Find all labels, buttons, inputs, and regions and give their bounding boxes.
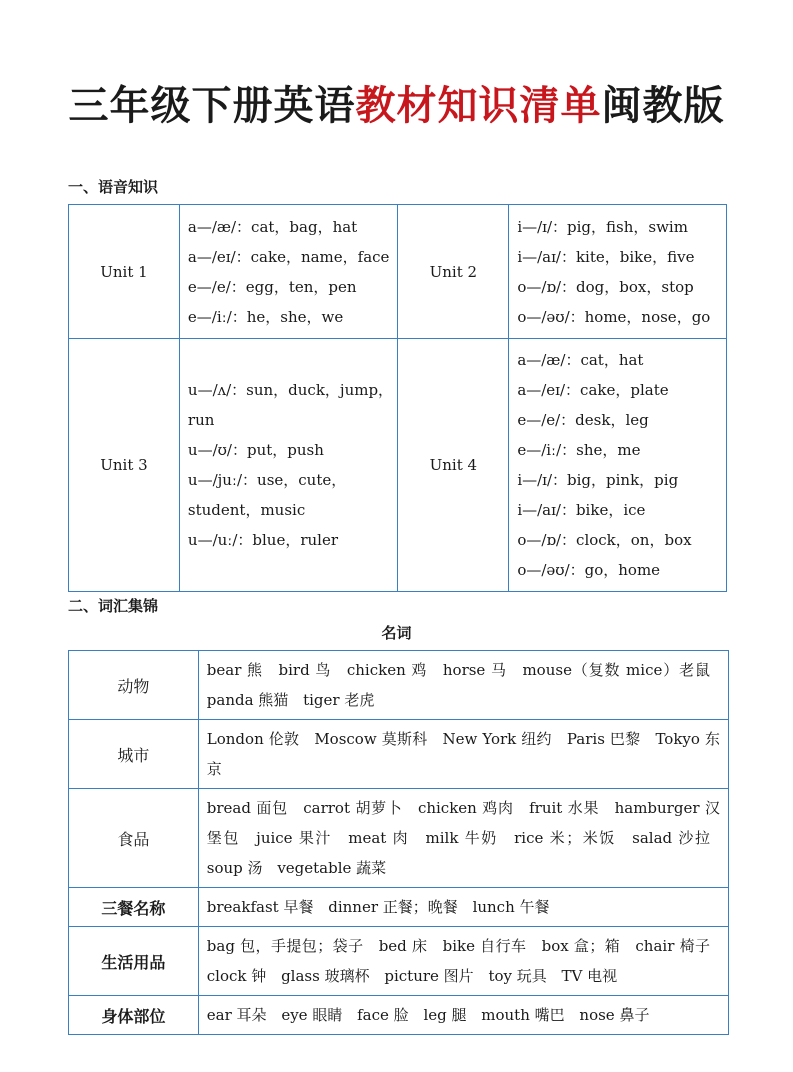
vocab-word: rice 米；米饭	[514, 829, 616, 847]
vocab-row-animals	[69, 651, 729, 720]
vocab-word: Paris 巴黎	[566, 730, 641, 748]
category-label: 身体部位	[69, 996, 199, 1035]
category-label: 城市	[69, 720, 199, 789]
vocab-word: ear 耳朵	[206, 1006, 267, 1024]
vocab-word: soup 汤	[206, 859, 263, 877]
phonics-row	[69, 339, 727, 592]
word-list	[198, 927, 728, 996]
vocab-row-body-parts	[69, 996, 729, 1035]
vocab-word: eye 眼睛	[281, 1006, 343, 1024]
vocab-word: milk 牛奶	[425, 829, 498, 847]
category-label: 动物	[69, 651, 199, 720]
phonics-rule: i—/aɪ/：kite，bike，five	[517, 247, 695, 266]
word-list	[198, 789, 728, 888]
vocab-word: juice 果汁	[256, 829, 332, 847]
vocab-word: bird 鸟	[278, 661, 332, 679]
vocab-word: bread 面包	[206, 799, 288, 817]
title-part-1: 三年级下册英语	[68, 83, 356, 129]
phonics-rule: e—/iː/：she，me	[517, 441, 641, 459]
phonics-rule: u—/ʌ/：sun，duck，jump，run	[187, 381, 394, 429]
phonics-rule: o—/əʊ/：home，nose，go	[517, 307, 711, 326]
phonics-rule: i—/aɪ/：bike，ice	[517, 501, 646, 519]
vocab-word: London 伦敦	[206, 730, 300, 748]
vocab-word: tiger 老虎	[303, 691, 375, 709]
vocab-row-food	[69, 789, 729, 888]
phonics-rule: o—/əʊ/：go，home	[517, 561, 661, 579]
unit-label: Unit 4	[398, 339, 509, 592]
vocab-word: panda 熊猫	[206, 691, 289, 709]
vocab-word: bed 床	[378, 937, 428, 955]
phonics-rule: o—/ɒ/：dog，box，stop	[517, 277, 694, 296]
phonics-rule: i—/ɪ/：pig，fish，swim	[517, 217, 688, 236]
vocab-word: face 脸	[357, 1006, 409, 1024]
phonics-rule: a—/eɪ/：cake，plate	[517, 381, 669, 399]
vocab-word: TV 电视	[561, 967, 618, 985]
phonics-rules	[179, 339, 398, 592]
vocab-word: bear 熊	[206, 661, 263, 679]
vocab-word: New York 纽约	[442, 730, 552, 748]
vocab-word: meat 肉	[348, 829, 410, 847]
word-list	[198, 888, 728, 927]
vocab-word: toy 玩具	[488, 967, 547, 985]
phonics-rules	[179, 205, 398, 339]
category-label: 生活用品	[69, 927, 199, 996]
phonics-rule: e—/e/：egg，ten，pen	[187, 277, 357, 296]
vocab-word: chicken 鸡肉	[417, 799, 514, 817]
vocab-word: vegetable 蔬菜	[277, 859, 387, 877]
vocab-word: fruit 水果	[529, 799, 600, 817]
vocab-word: horse 马	[442, 661, 507, 679]
page-title	[0, 66, 793, 146]
vocab-word: lunch 午餐	[472, 898, 550, 916]
vocab-word: bike 自行车	[442, 937, 527, 955]
title-part-3: 闽教版	[601, 83, 725, 129]
phonics-rule: a—/eɪ/：cake，name，face	[187, 247, 390, 266]
word-list	[198, 996, 728, 1035]
vocab-word: mouse（复数 mice）老鼠	[522, 661, 710, 679]
vocab-word: hamburger 汉堡包	[206, 799, 720, 847]
vocab-word: clock 钟	[206, 967, 267, 985]
word-list	[198, 651, 728, 720]
phonics-rule: e—/e/：desk，leg	[517, 411, 649, 429]
vocab-word: glass 玻璃杯	[281, 967, 370, 985]
phonics-rule: u—/uː/：blue，ruler	[187, 531, 339, 549]
vocab-word: chicken 鸡	[346, 661, 428, 679]
vocabulary-table	[68, 650, 729, 1035]
vocab-word: bag 包，手提包；袋子	[206, 937, 364, 955]
title-part-2: 教材知识清单	[355, 83, 602, 129]
vocab-word: dinner 正餐；晚餐	[328, 898, 458, 916]
phonics-rule: u—/ʊ/：put，push	[187, 441, 324, 459]
vocab-word: Moscow 莫斯科	[314, 730, 428, 748]
vocab-word: box 盒；箱	[541, 937, 621, 955]
category-label: 三餐名称	[69, 888, 199, 927]
word-list	[198, 720, 728, 789]
category-label: 食品	[69, 789, 199, 888]
vocab-row-daily-items	[69, 927, 729, 996]
phonics-table	[68, 204, 727, 592]
unit-label: Unit 2	[398, 205, 509, 339]
phonics-rule: u—/juː/：use，cute，student，music	[187, 471, 347, 519]
phonics-rule: a—/æ/：cat，hat	[517, 351, 644, 369]
vocab-row-meals	[69, 888, 729, 927]
phonics-row	[69, 205, 727, 339]
vocab-word: chair 椅子	[635, 937, 710, 955]
vocab-word: nose 鼻子	[579, 1006, 650, 1024]
vocab-word: Tokyo 东京	[206, 730, 720, 778]
phonics-rule: i—/ɪ/：big，pink，pig	[517, 471, 679, 489]
vocab-word: picture 图片	[384, 967, 474, 985]
vocab-word: mouth 嘴巴	[481, 1006, 565, 1024]
unit-label: Unit 3	[69, 339, 180, 592]
section-heading-phonics: 一、语音知识	[68, 178, 159, 196]
phonics-rules	[509, 205, 727, 339]
phonics-rules	[509, 339, 727, 592]
vocab-word: breakfast 早餐	[206, 898, 314, 916]
phonics-rule: e—/iː/：he，she，we	[187, 307, 344, 326]
phonics-rule: o—/ɒ/：clock，on，box	[517, 531, 692, 549]
vocab-word: leg 腿	[423, 1006, 467, 1024]
vocab-row-cities	[69, 720, 729, 789]
vocab-word: carrot 胡萝卜	[303, 799, 403, 817]
phonics-rule: a—/æ/：cat，bag，hat	[187, 217, 358, 236]
unit-label: Unit 1	[69, 205, 180, 339]
vocab-word: salad 沙拉	[632, 829, 710, 847]
section-heading-vocabulary: 二、词汇集锦	[68, 597, 159, 615]
nouns-subheading: 名词	[381, 624, 412, 642]
